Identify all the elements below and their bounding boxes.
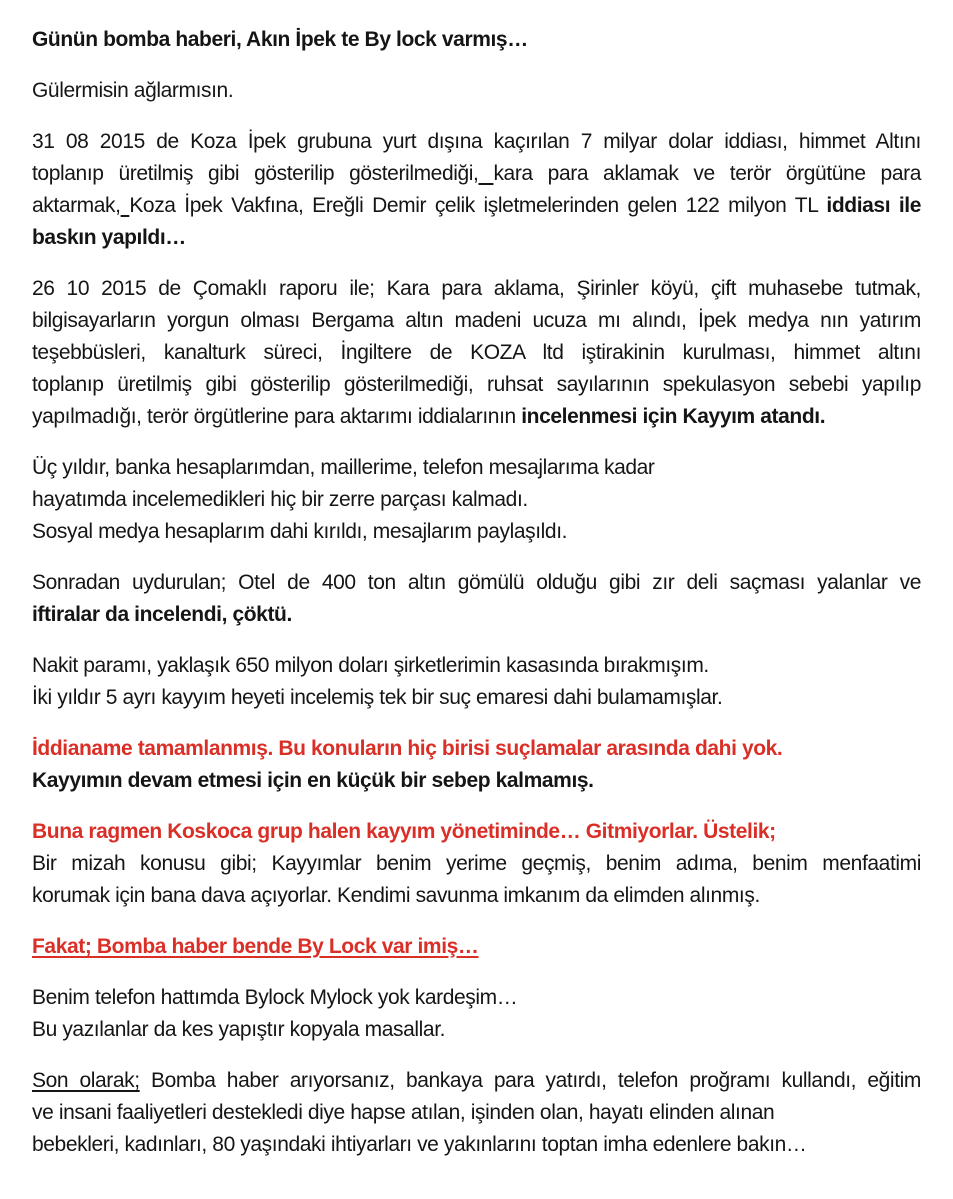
text-line bbox=[32, 765, 921, 797]
text-line bbox=[32, 1014, 921, 1046]
text-segment: bebekleri, kadınları, 80 yaşındaki ihtiyarları ve yakınlarını toptan imha edenlere bakın… bbox=[32, 1133, 807, 1156]
para-31-08-2015 bbox=[32, 126, 921, 254]
text-line bbox=[32, 1065, 921, 1097]
text-segment: Üç yıldır, banka hesaplarımdan, maillerime, telefon mesajlarıma kadar bbox=[32, 456, 655, 479]
text-line bbox=[32, 880, 921, 912]
text-segment: Benim telefon hattımda Bylock Mylock yok kardeşim… bbox=[32, 986, 518, 1009]
text-line bbox=[32, 305, 921, 337]
text-line bbox=[32, 452, 921, 484]
heading-bomba-haberi bbox=[32, 24, 921, 56]
text-segment: Bir mizah konusu gibi; Kayyımlar benim yerime geçmiş, benim adıma, benim menfaatimi bbox=[32, 852, 921, 875]
text-segment: Gülermisin ağlarmısın. bbox=[32, 79, 234, 102]
text-line bbox=[32, 516, 921, 548]
text-line bbox=[32, 190, 921, 222]
text-line bbox=[32, 24, 921, 56]
text-segment: toplanıp üretilmiş gibi gösterilip gösterilmediği, ruhsat sayılarının spekulasyon sebebi yapılıp bbox=[32, 373, 921, 396]
text-segment: İki yıldır 5 ayrı kayyım heyeti incelemiş tek bir suç emaresi dahi bulamamışlar. bbox=[32, 686, 723, 709]
para-benim-telefon bbox=[32, 982, 921, 1046]
text-segment: toplanıp üretilmiş gibi gösterilip gösterilmediği, bbox=[32, 162, 479, 185]
text-segment: Günün bomba haberi, Akın İpek te By lock varmış… bbox=[32, 28, 528, 51]
text-segment: ve insani faaliyetleri destekledi diye hapse atılan, işinden olan, hayatı elinden alınan bbox=[32, 1101, 775, 1124]
text-segment: korumak için bana dava açıyorlar. Kendimi savunma imkanım da elimden alınmış. bbox=[32, 884, 760, 907]
text-segment: Kayyımın devam etmesi için en küçük bir sebep kalmamış. bbox=[32, 769, 594, 792]
document-body bbox=[32, 24, 921, 1161]
text-segment: iddiası ile bbox=[826, 194, 921, 217]
text-segment: bilgisayarların yorgun olması Bergama altın madeni ucuza mı alındı, İpek medya nın yatırım bbox=[32, 309, 921, 332]
underline-mark bbox=[478, 162, 493, 185]
text-segment: 26 10 2015 de Çomaklı raporu ile; Kara para aklama, Şirinler köyü, çift muhasebe tutmak, bbox=[32, 277, 921, 300]
para-gulermisin bbox=[32, 75, 921, 107]
text-segment: incelenmesi için Kayyım atandı. bbox=[521, 405, 826, 428]
text-segment: iftiralar da incelendi, çöktü. bbox=[32, 603, 292, 626]
text-line bbox=[32, 337, 921, 369]
text-segment: Bu yazılanlar da kes yapıştır kopyala masallar. bbox=[32, 1018, 446, 1041]
text-line bbox=[32, 484, 921, 516]
text-segment: Son olarak; bbox=[32, 1069, 140, 1092]
para-sonradan-uydurulan bbox=[32, 567, 921, 631]
text-segment: teşebbüsleri, kanalturk süreci, İngiltere de KOZA ltd iştirakinin kurulması, himmet altını bbox=[32, 341, 921, 364]
text-segment: Buna ragmen Koskoca grup halen kayyım yönetiminde… Gitmiyorlar. Üstelik; bbox=[32, 820, 776, 843]
text-line bbox=[32, 75, 921, 107]
text-segment: Sonradan uydurulan; Otel de 400 ton altın gömülü olduğu gibi zır deli saçması yalanlar ve bbox=[32, 571, 921, 594]
text-line bbox=[32, 126, 921, 158]
text-line bbox=[32, 158, 921, 190]
text-line bbox=[32, 599, 921, 631]
text-line bbox=[32, 369, 921, 401]
text-line bbox=[32, 650, 921, 682]
text-line bbox=[32, 982, 921, 1014]
text-line bbox=[32, 222, 921, 254]
text-line bbox=[32, 848, 921, 880]
text-segment: İddianame tamamlanmış. Bu konuların hiç birisi suçlamalar arasında dahi yok. bbox=[32, 737, 783, 760]
text-segment: hayatımda incelemedikleri hiç bir zerre parçası kalmadı. bbox=[32, 488, 528, 511]
text-line bbox=[32, 931, 921, 963]
text-segment: aktarmak, bbox=[32, 194, 121, 217]
text-segment: baskın yapıldı… bbox=[32, 226, 186, 249]
text-segment: 31 08 2015 de Koza İpek grubuna yurt dışına kaçırılan 7 milyar dolar iddiası, himmet Altını bbox=[32, 130, 921, 153]
text-segment: Nakit paramı, yaklaşık 650 milyon doları şirketlerimin kasasında bırakmışım. bbox=[32, 654, 709, 677]
text-segment: Koza İpek Vakfına, Ereğli Demir çelik işletmelerinden gelen 122 milyon TL bbox=[129, 194, 827, 217]
text-line bbox=[32, 273, 921, 305]
text-segment: Sosyal medya hesaplarım dahi kırıldı, mesajlarım paylaşıldı. bbox=[32, 520, 568, 543]
text-line bbox=[32, 567, 921, 599]
para-26-10-2015 bbox=[32, 273, 921, 433]
para-uc-yildir bbox=[32, 452, 921, 548]
underline-mark bbox=[121, 194, 130, 217]
text-line bbox=[32, 733, 921, 765]
para-fakat-bomba-haber bbox=[32, 931, 921, 963]
text-line bbox=[32, 1097, 921, 1129]
text-segment: Fakat; Bomba haber bende By Lock var imiş… bbox=[32, 935, 479, 958]
para-buna-ragmen bbox=[32, 816, 921, 912]
para-son-olarak bbox=[32, 1065, 921, 1161]
text-segment: Bomba haber arıyorsanız, bankaya para yatırdı, telefon proğramı kullandı, eğitim bbox=[139, 1069, 921, 1092]
para-nakit-parami bbox=[32, 650, 921, 714]
text-line bbox=[32, 816, 921, 848]
text-line bbox=[32, 682, 921, 714]
text-segment: yapılmadığı, terör örgütlerine para aktarımı iddialarının bbox=[32, 405, 522, 428]
text-line bbox=[32, 1129, 921, 1161]
text-segment: kara para aklamak ve terör örgütüne para bbox=[493, 162, 921, 185]
text-line bbox=[32, 401, 921, 433]
para-iddianame bbox=[32, 733, 921, 797]
